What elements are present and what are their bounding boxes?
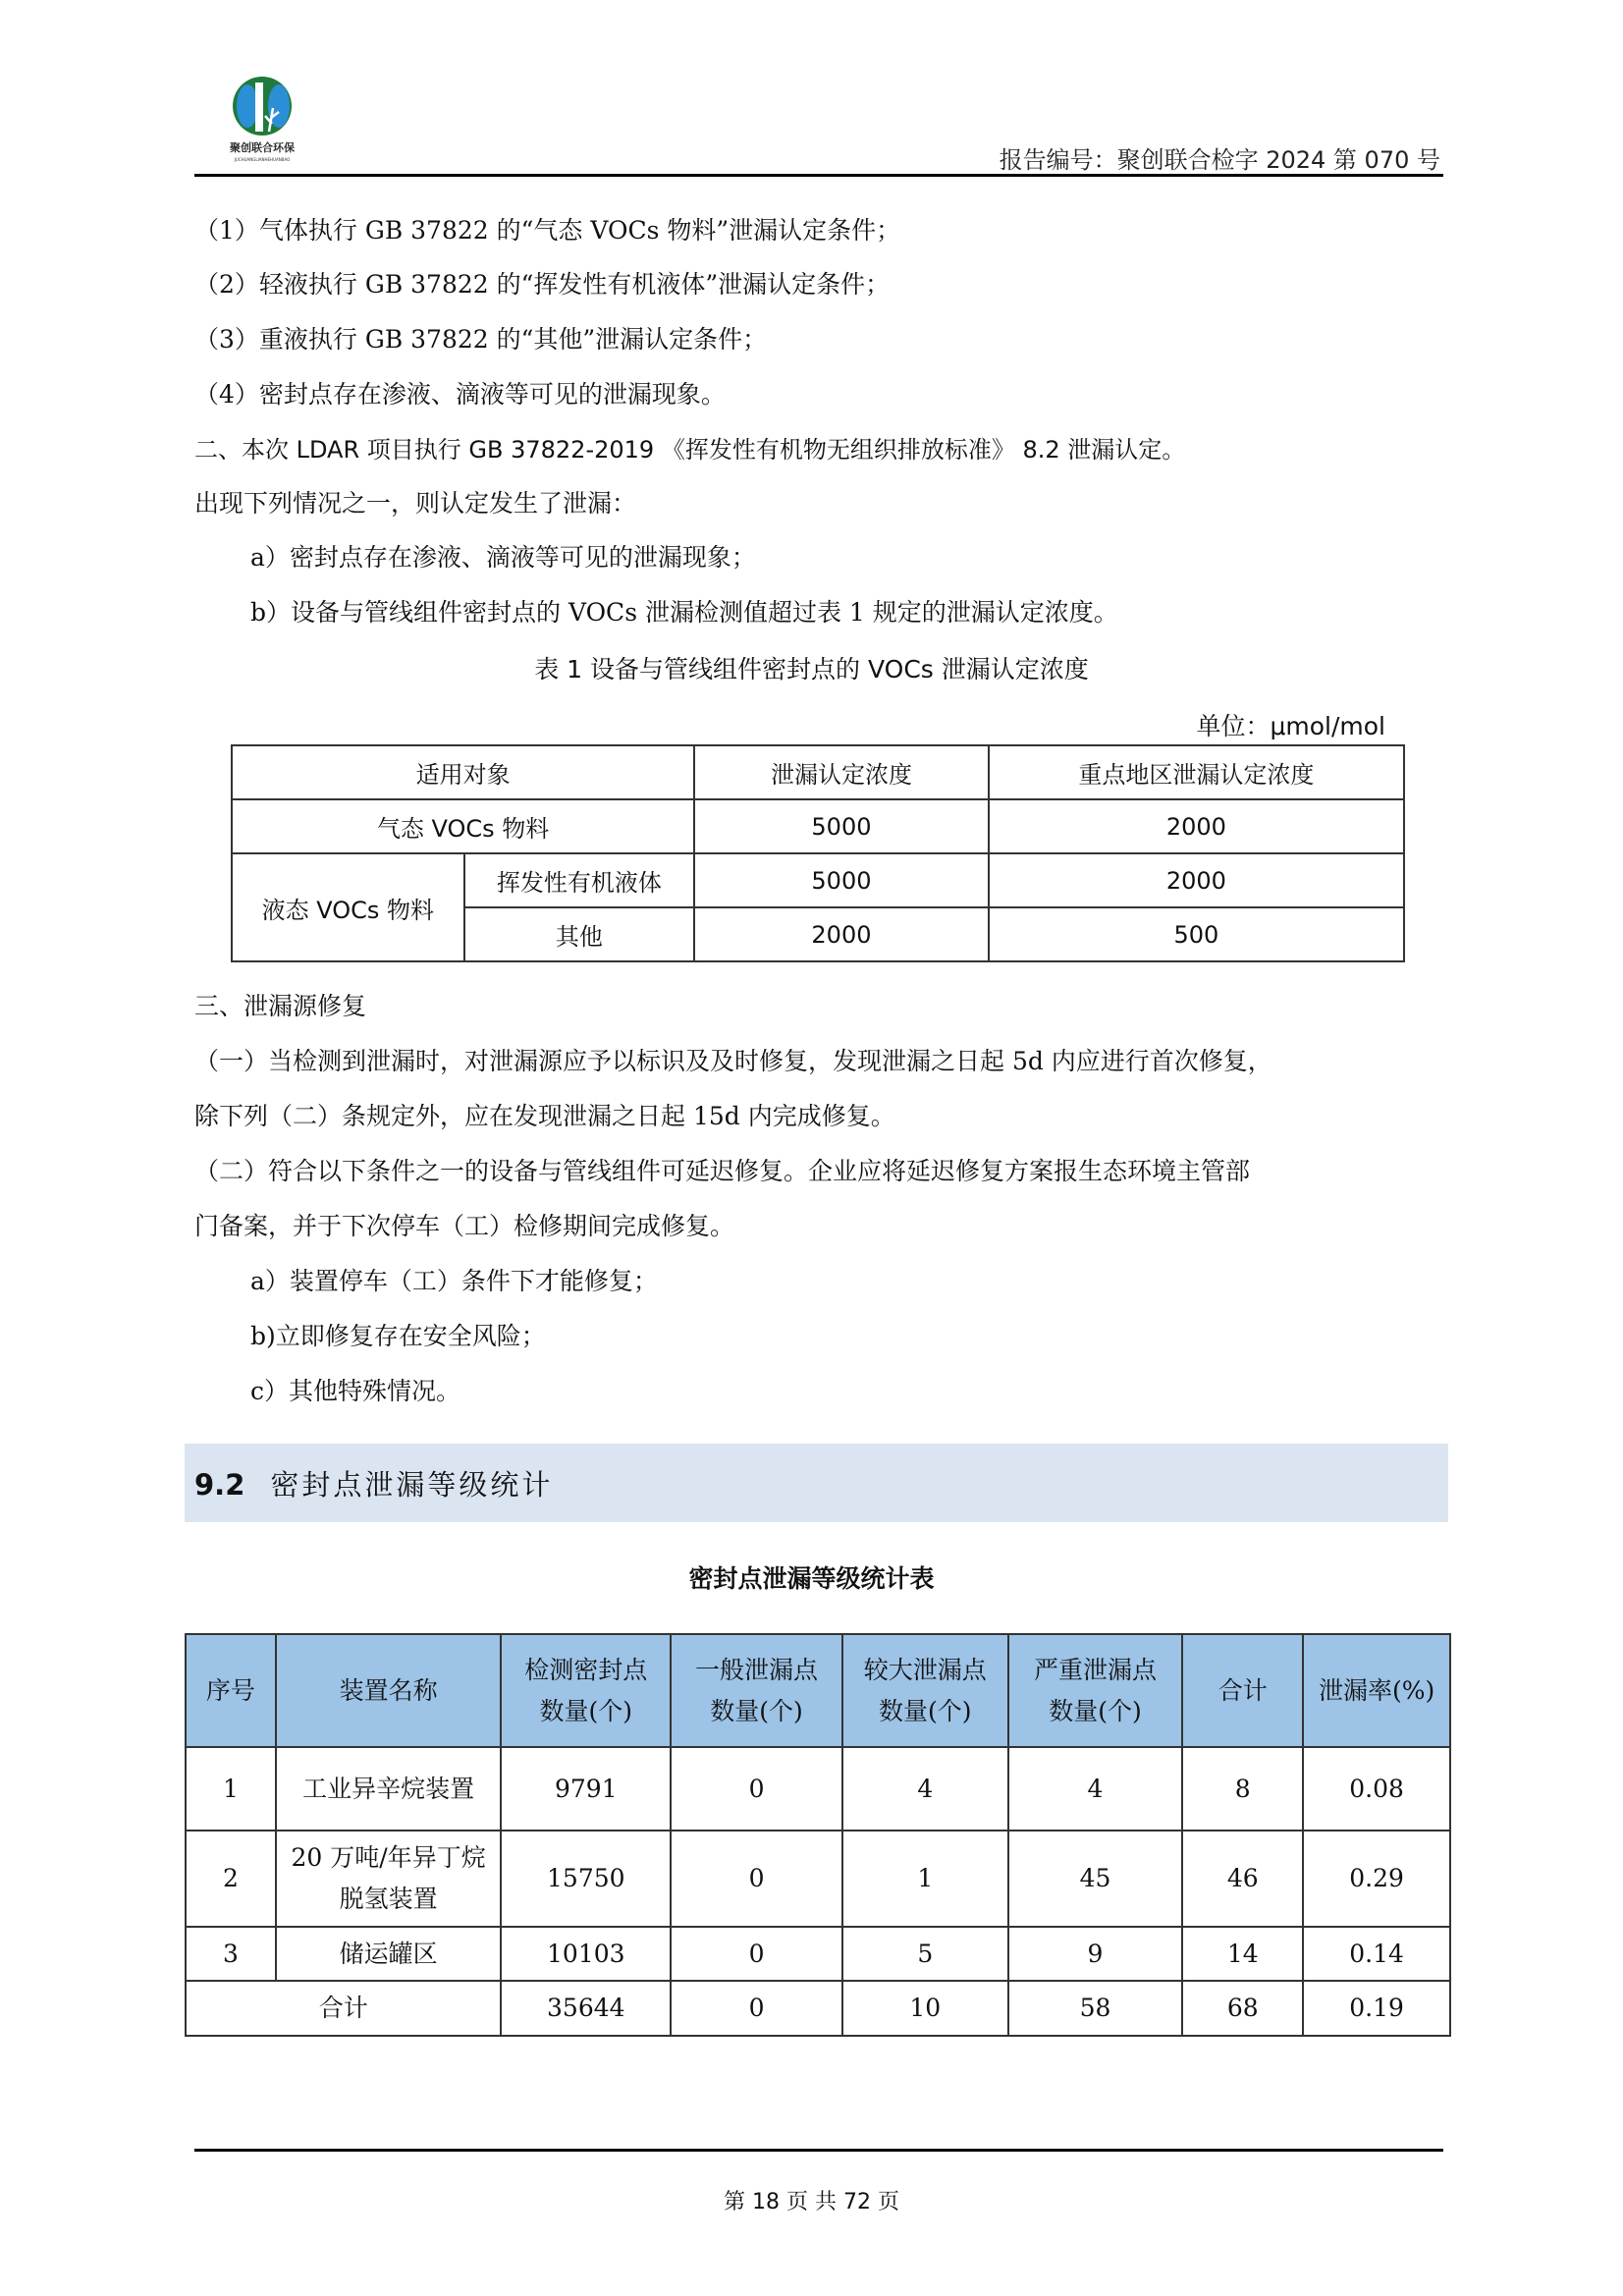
header-line: 较大泄漏点 — [863, 1655, 987, 1684]
checked-count: 35644 — [501, 1981, 671, 2036]
row-number: 2 — [186, 1831, 276, 1927]
header-line: 数量(个) — [1049, 1696, 1142, 1725]
header-line: 数量(个) — [710, 1696, 803, 1725]
company-logo — [218, 71, 306, 169]
section-title: 密封点泄漏等级统计 — [270, 1468, 554, 1502]
leak-rate: 0.08 — [1303, 1747, 1450, 1831]
logo-text: 聚创联合环保 — [230, 141, 295, 154]
header-line: 严重泄漏点 — [1033, 1655, 1157, 1684]
value-cell: 5000 — [694, 799, 989, 853]
value-cell: 5000 — [694, 853, 989, 907]
report-number: 报告编号：聚创联合检字 2024 第 070 号 — [999, 146, 1440, 174]
header-line: 检测密封点 — [524, 1655, 648, 1684]
row-number: 1 — [186, 1747, 276, 1831]
major-leak-count: 5 — [842, 1927, 1008, 1981]
criteria-item: （2）轻液执行 GB 37822 的“挥发性有机液体”泄漏认定条件； — [194, 270, 891, 299]
unit-name-line: 20 万吨/年异丁烷 — [291, 1843, 486, 1872]
header-cell: 合计 — [1182, 1634, 1303, 1747]
section-2-item: a）密封点存在渗液、滴液等可见的泄漏现象； — [250, 543, 756, 572]
table-1-unit: 单位：μmol/mol — [1196, 712, 1385, 740]
general-leak-count: 0 — [671, 1747, 842, 1831]
header-cell: 序号 — [186, 1634, 276, 1747]
criteria-item: （4）密封点存在渗液、滴液等可见的泄漏现象。 — [194, 380, 726, 409]
section-3-item: b)立即修复存在安全风险； — [250, 1322, 546, 1350]
general-leak-count: 0 — [671, 1831, 842, 1927]
section-number: 9.2 — [194, 1468, 245, 1502]
leak-level-stats-table — [185, 1633, 1451, 2037]
header-line: 数量(个) — [539, 1696, 633, 1725]
header-line: 数量(个) — [879, 1696, 972, 1725]
header-cell: 适用对象 — [232, 745, 694, 799]
total-leak-count: 14 — [1182, 1927, 1303, 1981]
header-cell: 装置名称 — [276, 1634, 502, 1747]
checked-count: 15750 — [501, 1831, 671, 1927]
serious-leak-count: 45 — [1008, 1831, 1183, 1927]
section-3-paragraph: （一）当检测到泄漏时，对泄漏源应予以标识及及时修复，发现泄漏之日起 5d 内应进行首次修复， — [194, 1047, 1272, 1075]
logo-subtext: JUCHUANGLIANHEHUANBAO — [234, 157, 291, 162]
sub-label-cell: 挥发性有机液体 — [464, 853, 695, 907]
leak-rate: 0.19 — [1303, 1981, 1450, 2036]
value-cell: 500 — [989, 907, 1404, 961]
serious-leak-count: 58 — [1008, 1981, 1183, 2036]
leak-rate: 0.29 — [1303, 1831, 1450, 1927]
table-row — [232, 799, 1404, 853]
section-3-paragraph: 除下列（二）条规定外，应在发现泄漏之日起 15d 内完成修复。 — [194, 1102, 895, 1130]
value-cell: 2000 — [989, 799, 1404, 853]
value-cell: 2000 — [989, 853, 1404, 907]
section-3-item: a）装置停车（工）条件下才能修复； — [250, 1267, 658, 1295]
unit-name: 储运罐区 — [276, 1927, 502, 1981]
general-leak-count: 0 — [671, 1981, 842, 2036]
major-leak-count: 10 — [842, 1981, 1008, 2036]
checked-count: 10103 — [501, 1927, 671, 1981]
section-2-title: 二、本次 LDAR 项目执行 GB 37822-2019 《挥发性有机物无组织排放标准》 8.2 泄漏认定。 — [194, 436, 1186, 464]
major-leak-count: 1 — [842, 1831, 1008, 1927]
table-1-caption: 表 1 设备与管线组件密封点的 VOCs 泄漏认定浓度 — [534, 655, 1089, 683]
logo-emblem-icon — [218, 71, 306, 169]
header-cell — [842, 1634, 1008, 1747]
general-leak-count: 0 — [671, 1927, 842, 1981]
footer-divider — [194, 2149, 1443, 2152]
table-row — [186, 1747, 1450, 1831]
table-total-row — [186, 1981, 1450, 2036]
total-leak-count: 46 — [1182, 1831, 1303, 1927]
serious-leak-count: 9 — [1008, 1927, 1183, 1981]
total-label: 合计 — [186, 1981, 501, 2036]
header-line: 一般泄漏点 — [695, 1655, 819, 1684]
table-row — [232, 853, 1404, 907]
header-divider — [194, 174, 1443, 177]
unit-name-line: 脱氢装置 — [339, 1885, 438, 1913]
leak-threshold-table — [231, 744, 1405, 962]
header-cell — [671, 1634, 842, 1747]
section-heading — [194, 1463, 553, 1503]
total-leak-count: 68 — [1182, 1981, 1303, 2036]
table-row — [186, 1927, 1450, 1981]
table-row — [186, 1831, 1450, 1927]
liquid-label-cell: 液态 VOCs 物料 — [232, 853, 464, 961]
header-cell: 泄漏率(%) — [1303, 1634, 1450, 1747]
header-cell — [501, 1634, 671, 1747]
table-header-row — [186, 1634, 1450, 1747]
header-cell: 重点地区泄漏认定浓度 — [989, 745, 1404, 799]
value-cell: 2000 — [694, 907, 989, 961]
header-cell: 泄漏认定浓度 — [694, 745, 989, 799]
checked-count: 9791 — [501, 1747, 671, 1831]
leak-rate: 0.14 — [1303, 1927, 1450, 1981]
section-3-paragraph: （二）符合以下条件之一的设备与管线组件可延迟修复。企业应将延迟修复方案报生态环境主管部 — [194, 1157, 1251, 1185]
row-number: 3 — [186, 1927, 276, 1981]
section-2-intro: 出现下列情况之一，则认定发生了泄漏： — [194, 489, 637, 518]
major-leak-count: 4 — [842, 1747, 1008, 1831]
table-header-row — [232, 745, 1404, 799]
section-3-paragraph: 门备案，并于下次停车（工）检修期间完成修复。 — [194, 1212, 735, 1240]
header-cell — [1008, 1634, 1183, 1747]
section-3-item: c）其他特殊情况。 — [250, 1377, 461, 1405]
unit-name: 工业异辛烷装置 — [276, 1747, 502, 1831]
table-2-caption: 密封点泄漏等级统计表 — [688, 1564, 935, 1593]
serious-leak-count: 4 — [1008, 1747, 1183, 1831]
page-number: 第 18 页 共 72 页 — [724, 2190, 899, 2214]
unit-name — [276, 1831, 502, 1927]
criteria-item: （3）重液执行 GB 37822 的“其他”泄漏认定条件； — [194, 325, 768, 354]
gas-label-cell: 气态 VOCs 物料 — [232, 799, 694, 853]
section-3-title: 三、泄漏源修复 — [194, 992, 367, 1020]
sub-label-cell: 其他 — [464, 907, 695, 961]
total-leak-count: 8 — [1182, 1747, 1303, 1831]
section-2-item: b）设备与管线组件密封点的 VOCs 泄漏检测值超过表 1 规定的泄漏认定浓度。 — [250, 598, 1118, 627]
criteria-item: （1）气体执行 GB 37822 的“气态 VOCs 物料”泄漏认定条件； — [194, 216, 901, 245]
